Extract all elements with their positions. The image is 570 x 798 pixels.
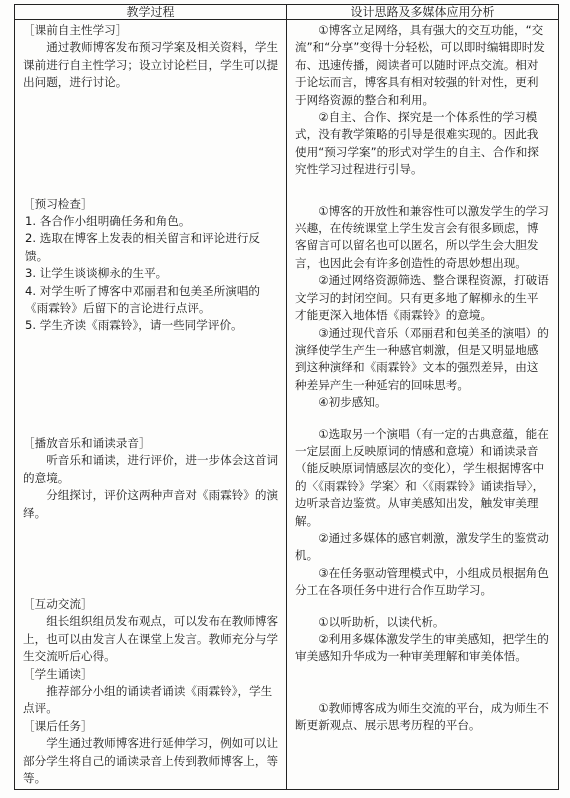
header-design-analysis: 设计思路及多媒体应用分析	[287, 5, 559, 20]
analysis-paragraph: ②自主、合作、探究是一个体系性的学习模式，没有教学策略的引导是很难实现的。因此我使用“预习学案”的形式对学生的自主、合作和探究性学习过程进行引导。	[295, 110, 539, 177]
analysis-paragraph: ①教师博客成为师生交流的平台，成为师生不断更新观点、展示思考历程的平台。	[295, 700, 549, 733]
section-heading: ［课前自主性学习］	[23, 23, 128, 37]
list-item: 3. 让学生谈谈柳永的生平。	[25, 266, 168, 281]
list-item: 5. 学生齐读《雨霖铃》，请一些同学评价。	[25, 318, 243, 333]
analysis-paragraph: ①博客立足网络，具有强大的交互功能，“交流”和“分享”变得十分轻松，可以即时编辑即时发布、迅速传播，阅读者可以随时评点交流。相对于论坛而言，博客具有相对较强的针对性，更利于网络资源的整合和利用。	[295, 23, 545, 107]
analysis-paragraph: ①以听助析，以读代析。	[318, 614, 445, 629]
analysis-paragraph: ②利用多媒体激发学生的审美感知，把学生的审美感知升华成为一种审美理解和审美体悟。	[295, 632, 549, 664]
table-row	[15, 20, 559, 790]
right-content-column	[287, 20, 559, 790]
section-paragraph: 组长组织组员发布观点，可以发布在教师博客上，也可以由发言人在课堂上发言。教师充分与学生交流听后心得。	[23, 614, 279, 664]
section-heading: ［预习检查］	[23, 196, 93, 211]
header-teaching-process: 教学过程	[15, 5, 287, 20]
analysis-paragraph: ③通过现代音乐（邓丽君和包美圣的演唱）的演绎使学生产生一种感官刺激，但是又明显地感到这种演绎和《雨霖铃》文本的强烈差异，由这种差异产生一种延宕的回味思考。	[295, 325, 549, 392]
list-item: 2. 选取在博客上发表的相关留言和评论进行反馈。	[25, 231, 261, 263]
analysis-paragraph: ①选取另一个演唱（有一定的古典意蕴，能在一定层面上反映原词的情感和意境）和诵读录音（能反映原词情感层次的变化），学生根据博客中的〈《雨霖铃》学案〉和〈《雨霖铃》诵读指导〉，边听录音边鉴赏。从审美感知出发，触发审美理解。	[295, 426, 549, 528]
section-paragraph: 分组探讨，评价这两种声音对《雨霖铃》的演绎。	[23, 488, 279, 520]
analysis-paragraph: ②通过多媒体的感官刺激，激发学生的鉴赏动机。	[295, 530, 549, 563]
table-header-row	[15, 5, 559, 20]
lesson-design-table	[14, 4, 559, 790]
section-paragraph: 听音乐和诵读，进行评价，进一步体会这首词的意境。	[23, 453, 279, 485]
section-heading: ［互动交流］	[23, 596, 93, 611]
section-heading: ［播放音乐和诵读录音］	[23, 435, 151, 450]
analysis-paragraph: ①博客的开放性和兼容性可以激发学生的学习兴趣，在传统课堂上学生发言会有很多顾虑，博客留言可以留名也可以匿名，所以学生会大胆发言，也因此会有许多创造性的奇思妙想出现。	[295, 203, 549, 270]
analysis-paragraph: ④初步感知。	[318, 395, 387, 410]
analysis-paragraph: ②通过网络资源筛选、整合课程资源，打破语文学习的封闭空间。只有更多地了解柳永的生平才能更深入地体悟《雨霖铃》的意境。	[295, 273, 549, 323]
section-heading: ［课后任务］	[23, 718, 93, 733]
section-paragraph: 通过教师博客发布预习学案及相关资料，学生课前进行自主性学习；设立讨论栏目，学生可以提出问题，进行讨论。	[23, 40, 279, 90]
analysis-paragraph: ③在任务驱动管理模式中，小组成员根据角色分工在各项任务中进行合作互助学习。	[295, 565, 549, 598]
list-item: 4. 对学生听了博客中邓丽君和包美圣所演唱的《雨霖铃》后留下的言论进行点评。	[25, 283, 261, 316]
section-paragraph: 推荐部分小组的诵读者诵读《雨霖铃》，学生点评。	[23, 683, 273, 716]
left-content-column	[15, 20, 287, 790]
section-paragraph: 学生通过教师博客进行延伸学习，例如可以让部分学生将自己的诵读录音上传到教师博客上，等等。	[23, 736, 279, 785]
section-heading: ［学生诵读］	[23, 666, 93, 681]
list-item: 1. 各合作小组明确任务和角色。	[25, 214, 191, 229]
